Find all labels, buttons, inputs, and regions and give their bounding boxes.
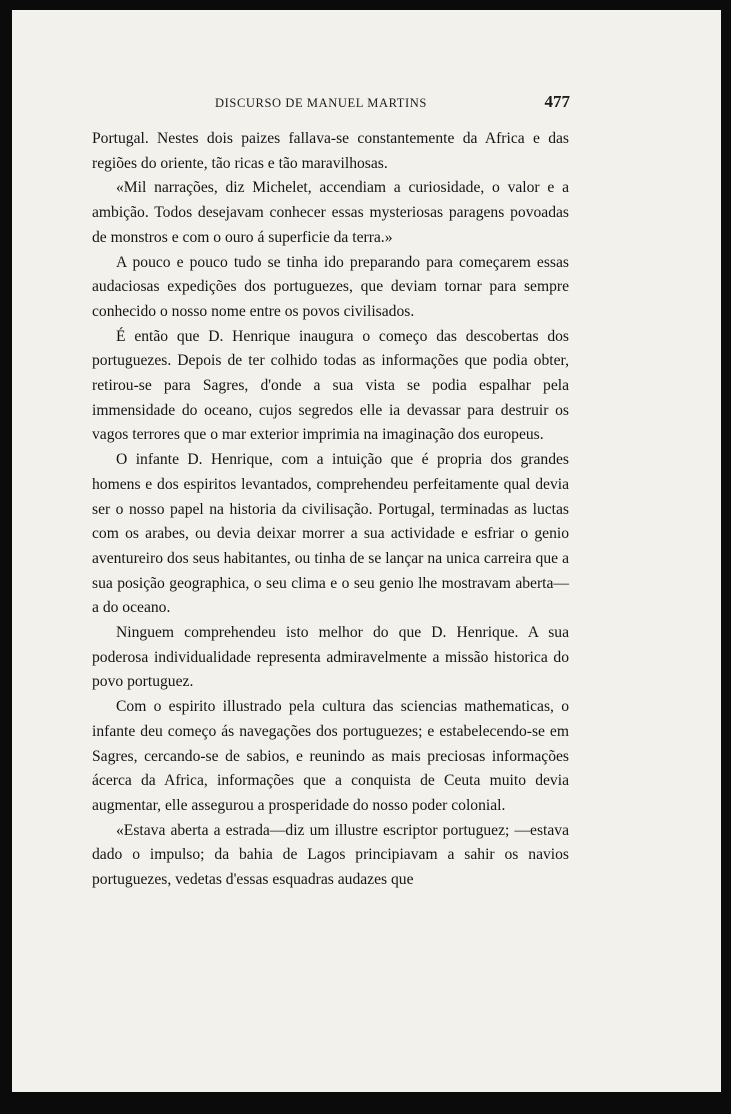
page-number: 477 xyxy=(544,92,570,111)
running-title: DISCURSO DE MANUEL MARTINS xyxy=(215,96,427,110)
paragraph: «Mil narrações, diz Michelet, accendiam a curiosidade, o valor e a ambição. Todos desejavam conhecer essas mysteriosas paragens povoadas de monstros e com o ouro á superficie da terra.» xyxy=(92,179,569,246)
paragraph: Com o espirito illustrado pela cultura das sciencias mathematicas, o infante deu começo ás navegações dos portuguezes; e estabelecendo-se em Sagres, cercando-se de sabios, e reunindo as mais preciosas informações ácerca da Africa, informações que a conquista de Ceuta muito devia augmentar, elle assegurou a prosperidade do nosso poder colonial. xyxy=(92,698,569,814)
paragraph: Ninguem comprehendeu isto melhor do que D. Henrique. A sua poderosa individualidade representa admiravelmente a missão historica do povo portuguez. xyxy=(92,624,569,691)
page-header xyxy=(105,94,570,118)
paragraph: A pouco e pouco tudo se tinha ido preparando para começarem essas audaciosas expedições dos portuguezes, que deviam tornar para sempre conhecido o nosso nome entre os povos civilisados. xyxy=(92,253,569,320)
paragraph: É então que D. Henrique inaugura o começo das descobertas dos portuguezes. Depois de ter colhido todas as informações que podia obter, retirou-se para Sagres, d'onde a sua vista se podia espalhar pela immensidade do oceano, cujos segredos elle ia devassar para destruir os vagos terrores que o mar exterior imprimia na imaginação dos europeus. xyxy=(92,327,569,444)
paragraph: «Estava aberta a estrada—diz um illustre escriptor portuguez; —estava dado o impulso; da bahia de Lagos principiavam a sahir os navios portuguezes, vedetas d'essas esquadras audazes que xyxy=(92,821,569,889)
paragraph: O infante D. Henrique, com a intuição que é propria dos grandes homens e dos espiritos levantados, comprehendeu perfeitamente qual devia ser o nosso papel na historia da civilisação. Portugal, terminadas as luctas com os arabes, ou devia deixar morrer a sua actividade e esfriar o genio aventureiro dos seus habitantes, ou tinha de se lançar na unica carreira que a sua posição geographica, o seu clima e o seu genio lhe mostravam aberta—a do oceano. xyxy=(92,451,569,617)
body-text xyxy=(92,127,569,893)
paragraph: Portugal. Nestes dois paizes fallava-se constantemente da Africa e das regiões do oriente, tão ricas e tão maravilhosas. xyxy=(92,130,569,172)
